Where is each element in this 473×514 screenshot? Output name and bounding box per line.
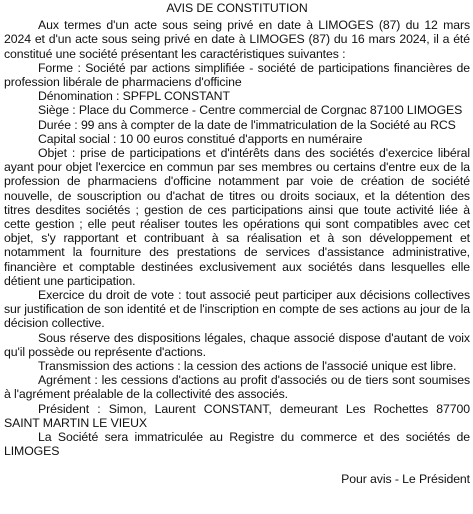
- notice-signature: Pour avis - Le Président: [341, 471, 470, 486]
- notice-president-paragraph: Président : Simon, Laurent CONSTANT, demeurant Les Rochettes 87700 SAINT MARTIN LE VIEUX: [4, 401, 470, 430]
- notice-objet-paragraph: Objet : prise de participations et d'intérêts dans des sociétés d'exercice libéral ayant pour objet l'exercice en commun par ses membres ou certains d'entre eux de la profession de pharmaciens d'officine notamment par voie de création de société nouvelle, de souscription ou d'achat de titres ou droits sociaux, et la détention des titres desdites sociétés ; gestion de ces participations ainsi que toute activité liée à cette gestion ; elle peut réaliser toutes les opérations qui sont compatibles avec cet objet, s'y rapportant et contribuant à sa réalisation et à son développement et notamment la fourniture des prestations de services d'assistance administrative, financière et comptable destinées exclusivement aux sociétés dans lesquelles elle détient une participation.: [4, 146, 470, 288]
- notice-immatriculation-paragraph: La Société sera immatriculée au Registre du commerce et des sociétés de LIMOGES: [4, 430, 470, 459]
- notice-title: AVIS DE CONSTITUTION: [166, 1, 308, 15]
- notice-reserve-paragraph: Sous réserve des dispositions légales, chaque associé dispose d'autant de voix qu'il possède ou représente d'actions.: [4, 330, 470, 359]
- notice-denomination-paragraph: Dénomination : SPFPL CONSTANT: [38, 89, 230, 104]
- notice-intro-paragraph: Aux termes d'un acte sous seing privé en date à LIMOGES (87) du 12 mars 2024 et d'un acte sous seing privé en date à LIMOGES (87) du 16 mars 2024, il a été constitué une société présentant les caractéristiques suivantes :: [4, 18, 470, 61]
- notice-droit-de-vote-paragraph: Exercice du droit de vote : tout associé peut participer aux décisions collectives sur justification de son identité et de l'inscription en compte de ses actions au jour de la décision collective.: [4, 288, 470, 331]
- notice-forme-paragraph: Forme : Société par actions simplifiée - société de participations financières de profession libérale de pharmaciens d'officine: [4, 60, 470, 90]
- notice-transmission-paragraph: Transmission des actions : la cession des actions de l'associé unique est libre.: [38, 359, 457, 374]
- notice-siege-paragraph: Siège : Place du Commerce - Centre commercial de Corgnac 87100 LIMOGES: [38, 103, 463, 118]
- notice-agrement-paragraph: Agrément : les cessions d'actions au profit d'associés ou de tiers sont soumises à l'agrément préalable de la collectivité des associés.: [4, 373, 470, 402]
- notice-duree-paragraph: Durée : 99 ans à compter de la date de l'immatriculation de la Société au RCS: [38, 117, 456, 132]
- notice-capital-paragraph: Capital social : 10 00 euros constitué d'apports en numéraire: [38, 131, 363, 146]
